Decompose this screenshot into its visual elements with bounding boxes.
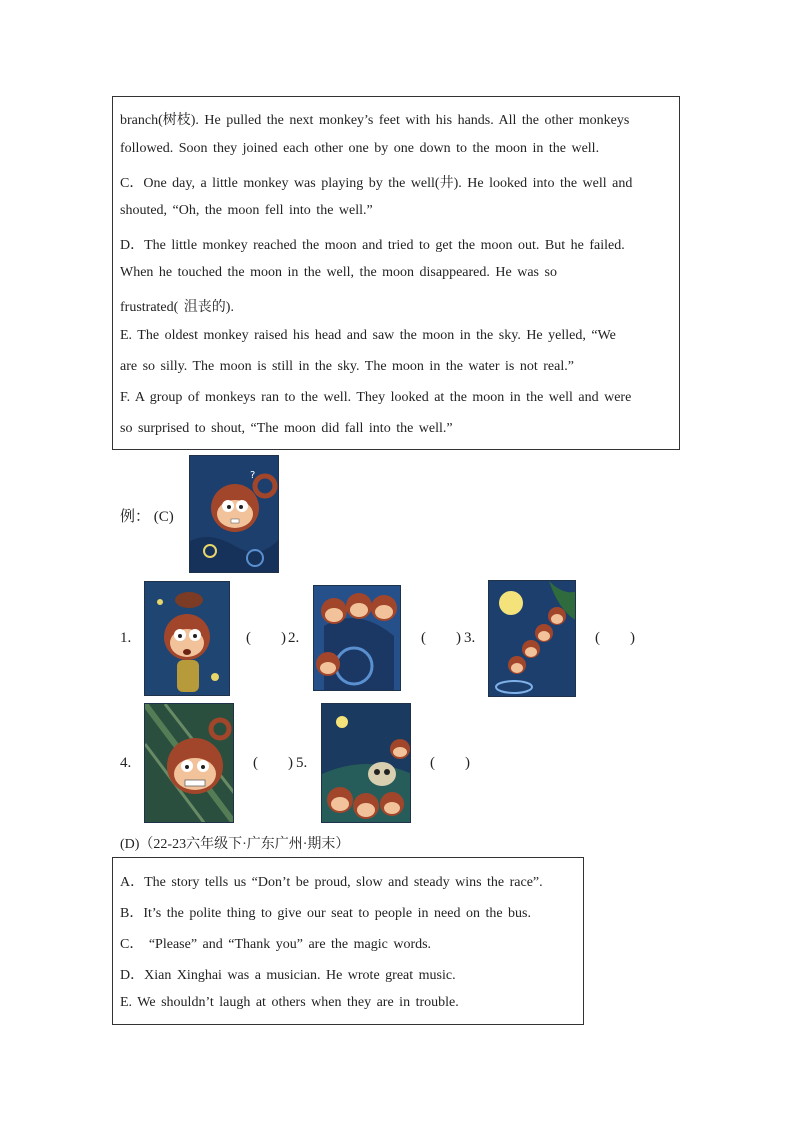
option-line: B．It’s the polite thing to give our seat to people in need on the bus. <box>120 906 531 921</box>
question-number: 4. <box>120 755 132 771</box>
question-number: 1. <box>120 630 132 646</box>
passage-line: D．The little monkey reached the moon and tried to get the moon out. But he failed. <box>120 238 625 253</box>
passage-line: are so silly. The moon is still in the sky. The moon in the water is not real.” <box>120 359 574 374</box>
section-d-heading: (D)（22-23六年级下·广东广州·期末） <box>120 837 350 852</box>
passage-line: shouted, “Oh, the moon fell into the well.” <box>120 203 373 218</box>
answer-blank[interactable]: ( ) <box>430 755 470 771</box>
monkey-chain-moon-picture <box>488 580 576 697</box>
surprised-monkey-picture <box>144 581 230 696</box>
option-line: E. We shouldn’t laugh at others when they are in trouble. <box>120 995 459 1010</box>
passage-line: C．One day, a little monkey was playing by the well(井). He looked into the well and <box>120 176 633 191</box>
frustrated-monkey-picture <box>144 703 234 823</box>
question-number: 3. <box>464 630 476 646</box>
passage-line: E. The oldest monkey raised his head and saw the moon in the sky. He yelled, “We <box>120 328 616 343</box>
passage-line: frustrated( 沮丧的). <box>120 300 234 315</box>
answer-blank[interactable]: ( ) <box>595 630 635 646</box>
example-label: 例： (C) <box>120 509 174 525</box>
question-number: 5. <box>296 755 308 771</box>
monkeys-chain-down-well-picture <box>313 585 401 691</box>
svg-text:?: ? <box>250 470 256 481</box>
option-line: C． “Please” and “Thank you” are the magic words. <box>120 937 432 952</box>
question-number: 2. <box>288 630 300 646</box>
passage-line: followed. Soon they joined each other one by one down to the moon in the well. <box>120 141 600 156</box>
monkey-at-well-picture <box>189 455 279 573</box>
passage-line: branch(树枝). He pulled the next monkey’s feet with his hands. All the other monkeys <box>120 113 630 128</box>
passage-line: F. A group of monkeys ran to the well. They looked at the moon in the well and were <box>120 390 632 405</box>
option-line: A．The story tells us “Don’t be proud, slow and steady wins the race”. <box>120 875 543 890</box>
answer-blank[interactable]: ( ) <box>253 755 293 771</box>
answer-blank[interactable]: ( ) <box>246 630 286 646</box>
passage-line: When he touched the moon in the well, the moon disappeared. He was so <box>120 265 557 280</box>
answer-blank[interactable]: ( ) <box>421 630 461 646</box>
monkeys-see-moon-picture <box>321 703 411 823</box>
option-line: D．Xian Xinghai was a musician. He wrote great music. <box>120 968 456 983</box>
passage-line: so surprised to shout, “The moon did fall into the well.” <box>120 421 453 436</box>
